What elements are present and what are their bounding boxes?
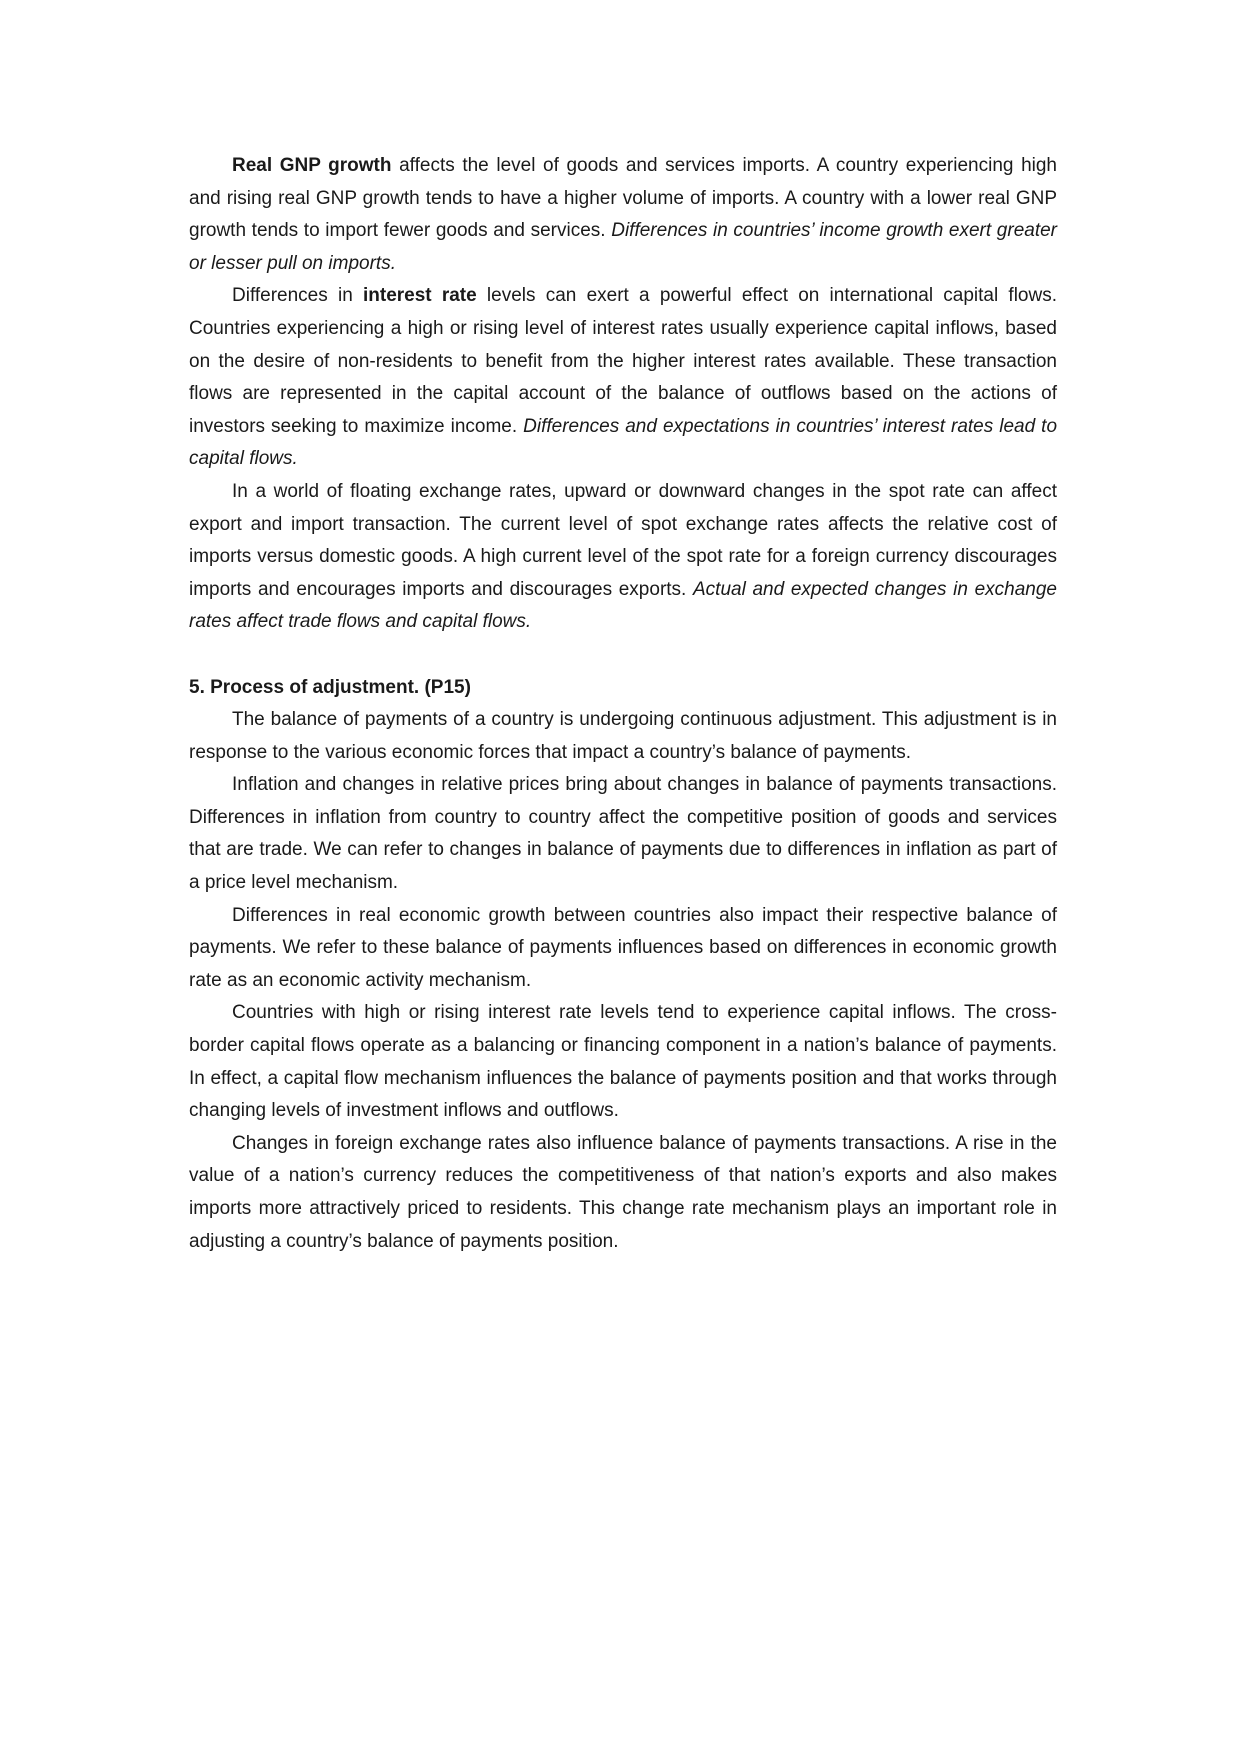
bold-term-real-gnp-growth: Real GNP growth — [232, 155, 392, 176]
paragraph-text: In a world of floating exchange rates, upward or downward changes in the spot rate can affect export and import transaction. The current level of spot exchange rates affects the relative cost of imports versus domestic goods. A high current level of the spot rate for a foreign currency discourages imports and encourages imports and discourages exports. — [189, 480, 1057, 600]
paragraph-text: affects the level of goods and services imports. A country experiencing high and rising real GNP growth tends to have a higher volume of imports. A country with a lower real GNP growth tends to import fewer goods and services. — [189, 155, 1057, 242]
bold-term-interest-rate: interest rate — [362, 285, 477, 307]
paragraph-economic-activity-mechanism: Differences in real economic growth between countries also impact their respective balance of payments. We refer to these balance of payments influences based on differences in economic growth rate as an economic activity mechanism. — [189, 904, 1057, 991]
italic-summary: Differences in countries’ income growth exert greater or lesser pull on imports. — [189, 220, 1057, 274]
paragraph-interest-rate — [189, 280, 1057, 476]
section-heading-process-of-adjustment: 5. Process of adjustment. (P15) — [189, 676, 471, 698]
italic-summary: Differences and expectations in countries’ interest rates lead to capital flows. — [189, 415, 1058, 470]
document-page — [189, 150, 1057, 1258]
paragraph-price-level-mechanism: Inflation and changes in relative prices bring about changes in balance of payments transactions. Differences in inflation from country to country affect the competitive position of goods and services that are trade. We can refer to changes in balance of payments due to differences in inflation as part of a price level mechanism. — [189, 774, 1057, 894]
paragraph-continuous-adjustment: The balance of payments of a country is undergoing continuous adjustment. This adjustment is in response to the various economic forces that impact a country’s balance of payments. — [189, 709, 1057, 763]
paragraph-real-gnp-growth — [189, 150, 1057, 280]
paragraph-exchange-rates — [189, 476, 1057, 639]
paragraph-exchange-rate-mechanism: Changes in foreign exchange rates also influence balance of payments transactions. A rise in the value of a nation’s currency reduces the competitiveness of that nation’s exports and also makes imports more attractively priced to residents. This change rate mechanism plays an important role in adjusting a country’s balance of payments position. — [189, 1132, 1057, 1252]
paragraph-text: levels can exert a powerful effect on international capital flows. Countries experiencing a high or rising level of interest rates usually experience capital inflows, based on the desire of non-residents to benefit from the higher interest rates available. These transaction flows are represented in the capital account of the balance of outflows based on the actions of investors seeking to maximize income. — [189, 285, 1057, 437]
paragraph-text-lead: Differences in — [232, 285, 363, 307]
italic-summary: Actual and expected changes in exchange rates affect trade flows and capital flows. — [189, 578, 1057, 633]
paragraph-capital-flow-mechanism: Countries with high or rising interest rate levels tend to experience capital inflows. The cross-border capital flows operate as a balancing or financing component in a nation’s balance of payments. In effect, a capital flow mechanism influences the balance of payments position and that works through changing levels of investment inflows and outflows. — [189, 1002, 1057, 1122]
